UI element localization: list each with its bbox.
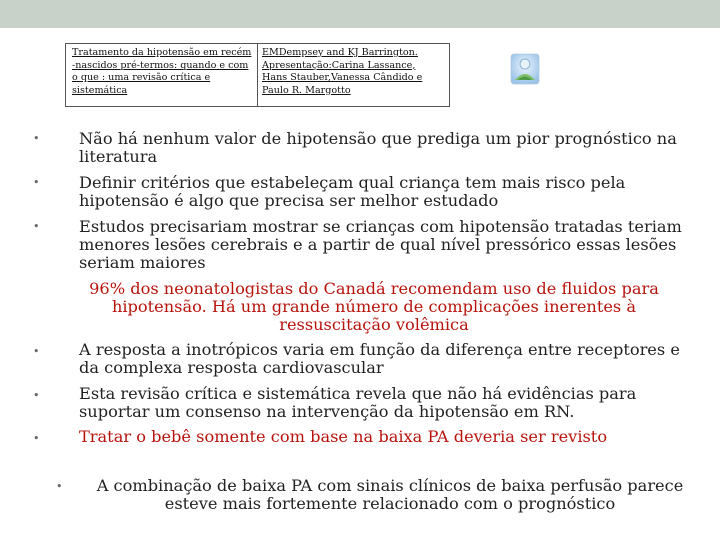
bullet-line: da complexa resposta cardiovascular bbox=[79, 358, 384, 377]
bullet-line: literatura bbox=[79, 147, 158, 166]
bullet-item bbox=[82, 477, 698, 513]
bullet-line: Tratar o bebê somente com base na baixa PA deveria ser revisto bbox=[79, 427, 608, 446]
bullet-line: A combinação de baixa PA com sinais clínicos de baixa perfusão parece bbox=[96, 476, 684, 495]
highlight-paragraph bbox=[79, 280, 669, 334]
bullet-line: Definir critérios que estabeleçam qual criança tem mais risco pela bbox=[79, 173, 626, 192]
bullet-marker: • bbox=[33, 220, 40, 233]
highlight-line: 96% dos neonatologistas do Canadá recomendam uso de fluidos para bbox=[89, 279, 659, 298]
highlight-line: ressuscitação volêmica bbox=[279, 315, 469, 334]
bullet-line: Não há nenhum valor de hipotensão que prediga um pior prognóstico na bbox=[79, 129, 677, 148]
top-bar bbox=[0, 0, 720, 28]
bullet-marker: • bbox=[56, 480, 63, 493]
bullet-marker: • bbox=[33, 432, 40, 445]
article-authors-line: Apresentação:Carina Lassance, bbox=[262, 59, 416, 71]
bullet-item bbox=[79, 341, 680, 377]
bullet-line: suportar um consenso na intervenção da hipotensão em RN. bbox=[79, 402, 575, 421]
bullet-marker: • bbox=[33, 132, 40, 145]
bullet-line: hipotensão é algo que precisa ser melhor estudado bbox=[79, 191, 499, 210]
article-authors-line: Hans Stauber,Vanessa Cândido e bbox=[262, 72, 423, 84]
bullet-marker: • bbox=[33, 389, 40, 402]
bullet-line: A resposta a inotrópicos varia em função da diferença entre receptores e bbox=[79, 340, 680, 359]
bullet-line: Esta revisão crítica e sistemática revela que não há evidências para bbox=[79, 384, 637, 403]
bullet-item bbox=[79, 428, 607, 446]
bullet-line: menores lesões cerebrais e a partir de qual nível pressórico essas lesões bbox=[79, 235, 677, 254]
reference-header-box bbox=[65, 43, 450, 107]
article-title[interactable] bbox=[72, 47, 257, 97]
bullet-item bbox=[79, 385, 636, 421]
bullet-marker: • bbox=[33, 345, 40, 358]
bullet-item bbox=[79, 174, 625, 210]
article-title-line: Tratamento da hipotensão em recém bbox=[72, 47, 252, 58]
bullet-line: Estudos precisariam mostrar se crianças com hipotensão tratadas teriam bbox=[79, 217, 682, 236]
article-authors-line: Paulo R. Margotto bbox=[262, 84, 351, 96]
bullet-marker: • bbox=[33, 176, 40, 189]
bullet-item bbox=[79, 218, 682, 272]
article-title-line: -nascidos pré-termos: quando e com bbox=[72, 59, 249, 71]
article-title-line: o que : uma revisão crítica e bbox=[72, 72, 211, 84]
highlight-line: hipotensão. Há um grande número de complicações inerentes à bbox=[111, 297, 637, 316]
article-title-line: sistemática bbox=[72, 84, 128, 96]
bullet-item bbox=[79, 130, 677, 166]
bullet-line: esteve mais fortemente relacionado com o prognóstico bbox=[164, 494, 616, 513]
image-placeholder-icon[interactable] bbox=[510, 53, 540, 85]
article-authors-line: EMDempsey and KJ Barrington. bbox=[262, 47, 418, 58]
article-authors[interactable] bbox=[262, 47, 447, 97]
header-divider bbox=[257, 44, 258, 106]
bullet-line: seriam maiores bbox=[79, 253, 206, 272]
